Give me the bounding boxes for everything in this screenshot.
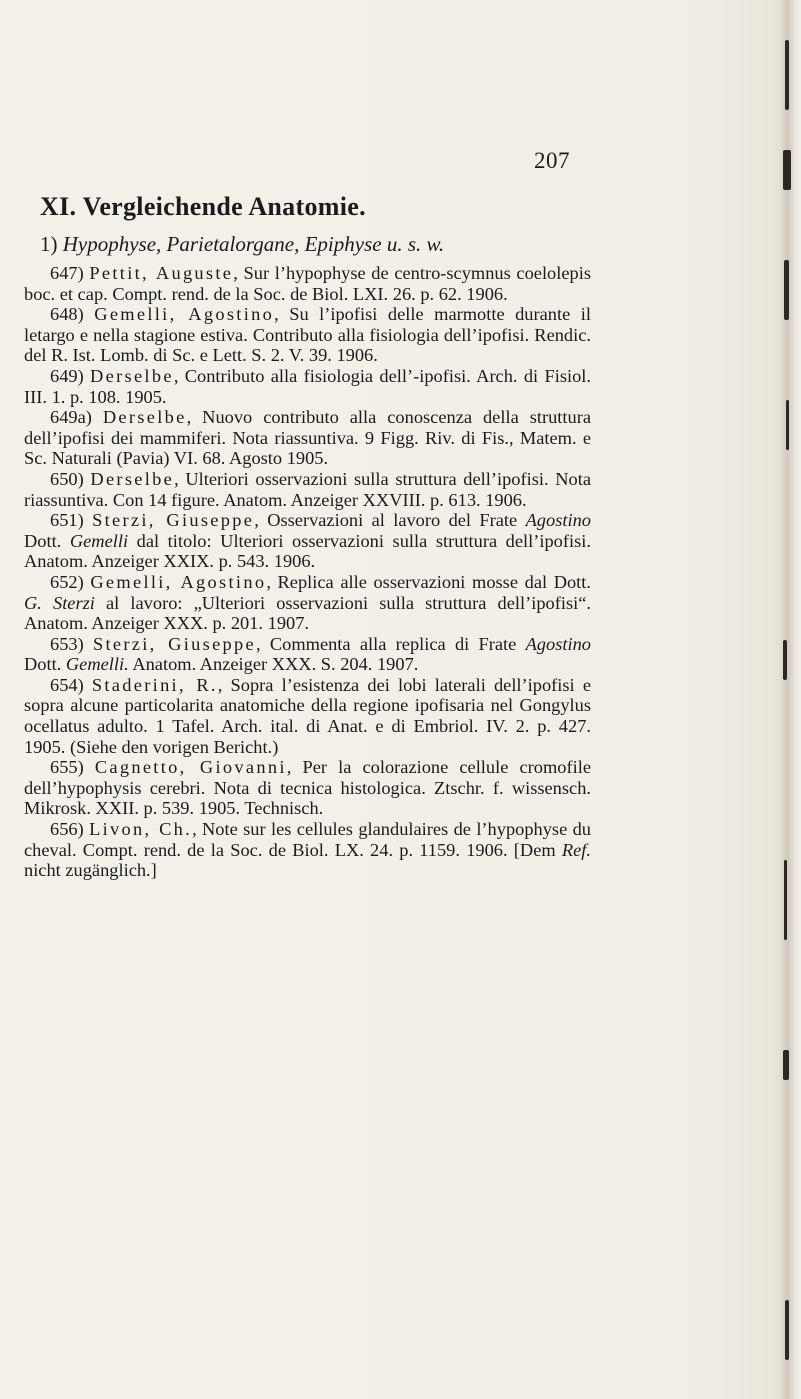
bibliography-entry — [24, 366, 591, 407]
entry-text: Anatom. Anzeiger XXX. S. 204. 1907. — [128, 654, 419, 675]
entry-author: Gemelli, Agostino — [90, 571, 267, 592]
entry-author: Staderini, R. — [91, 674, 218, 695]
entry-text: , Per la colorazione cellule cromofile dell’hypophysis cerebri. Nota di tecnica histologica. Ztschr. f. wissensch. Mikrosk. XXII. p. 539. 1905. Technisch. — [24, 757, 591, 819]
entry-number: 651) — [50, 510, 84, 531]
entry-text: dal titolo: Ulteriori osservazioni sulla struttura dell’ipofisi. Anatom. Anzeiger XXIX. p. 543. 1906. — [24, 530, 591, 572]
entry-number: 647) — [50, 263, 84, 283]
entry-author: Sterzi, Giuseppe — [92, 633, 257, 654]
bibliography-list — [24, 263, 591, 881]
entry-italic: Gemelli — [69, 530, 129, 551]
entry-author: Derselbe — [90, 468, 175, 489]
bibliography-entry — [24, 675, 591, 757]
entry-number: 655) — [50, 757, 84, 778]
section-heading: XI. Vergleichende Anatomie. — [40, 192, 366, 221]
edge-mark — [783, 640, 787, 680]
bibliography-entry — [24, 757, 591, 819]
entry-text: , Contributo alla fisiologia dell’-ipofisi. Arch. di Fisiol. III. 1. p. 108. 1905. — [24, 365, 591, 407]
entry-number: 656) — [50, 819, 84, 840]
entry-author: Pettit, Auguste — [89, 263, 234, 283]
page-number: 207 — [534, 148, 570, 173]
entry-author: Cagnetto, Giovanni — [94, 757, 287, 778]
entry-text: Dott. — [24, 654, 66, 675]
subsection-number: 1) — [40, 232, 58, 256]
entry-text: , Replica alle osservazioni mosse dal Dott. — [266, 571, 591, 592]
edge-mark — [784, 260, 789, 320]
entry-text: , Sur l’hypophyse de centro-scymnus coelolepis boc. et cap. Compt. rend. de la Soc. de Biol. LXI. 26. p. 62. 1906. — [24, 263, 591, 304]
entry-text: , Note sur les cellules glandulaires de l’hypophyse du cheval. Compt. rend. de la Soc. de Biol. LX. 24. p. 1159. 1906. [Dem — [24, 819, 591, 860]
entry-italic: G. Sterzi — [24, 592, 95, 613]
bibliography-entry — [24, 634, 591, 675]
edge-mark — [783, 1050, 789, 1080]
bibliography-entry — [24, 572, 591, 634]
entry-number: 654) — [50, 674, 84, 695]
page-edge — [779, 0, 801, 1399]
entry-number: 652) — [50, 571, 84, 592]
entry-number: 650) — [50, 468, 84, 489]
subsection-title: Hypophyse, Parietalorgane, Epiphyse u. s. w. — [62, 232, 445, 256]
edge-mark — [786, 400, 789, 450]
entry-italic: Agostino — [525, 510, 591, 531]
entry-number: 648) — [50, 304, 84, 325]
entry-number: 653) — [50, 633, 84, 654]
bibliography-entry — [24, 263, 591, 304]
bibliography-entry — [24, 304, 591, 366]
entry-text: , Sopra l’esistenza dei lobi laterali dell’ipofisi e sopra alcune particolarita anatomiche della regione ipofisaria nel Gongylus ocellatus adulto. 1 Tafel. Arch. ital. di Anat. e di Embriol. IV. 2. p. 427. 1905. (Siehe den vorigen Bericht.) — [24, 674, 591, 757]
entry-text: , Ulteriori osservazioni sulla struttura dell’ipofisi. Nota riassuntiva. Con 14 figure. Anatom. Anzeiger XXVIII. p. 613. 1906. — [24, 468, 591, 510]
edge-mark — [785, 40, 789, 110]
entry-italic: Agostino — [525, 633, 591, 654]
bibliography-entry — [24, 510, 591, 572]
entry-text: , Nuovo contributo alla conoscenza della struttura dell’ipofisi dei mammiferi. Nota riassuntiva. 9 Figg. Riv. di Fis., Matem. e Sc. Naturali (Pavia) VI. 68. Agosto 1905. — [24, 407, 591, 469]
entry-number: 649) — [50, 365, 84, 386]
entry-italic: Ref. — [561, 839, 591, 860]
entry-author: Derselbe — [102, 407, 187, 428]
entry-text: al lavoro: „Ulteriori osservazioni sulla struttura dell’ipofisi“. Anatom. Anzeiger XXX. p. 201. 1907. — [24, 592, 591, 634]
entry-text: , Osservazioni al lavoro del Frate — [254, 510, 526, 531]
edge-mark — [785, 1300, 789, 1360]
entry-text: , Su l’ipofisi delle marmotte durante il letargo e nella stagione estiva. Contributo alla fisiologia dell’ipofisi. Rendic. del R. Ist. Lomb. di Sc. e Lett. S. 2. V. 39. 1906. — [24, 304, 591, 366]
entry-author: Derselbe — [90, 365, 174, 386]
entry-text: Dott. — [24, 530, 70, 551]
entry-author: Livon, Ch. — [89, 819, 193, 840]
bibliography-entry — [24, 469, 591, 510]
entry-author: Sterzi, Giuseppe — [92, 510, 255, 531]
entry-text: , Commenta alla replica di Frate — [256, 633, 526, 654]
entry-italic: Gemelli. — [65, 654, 129, 675]
edge-mark — [784, 860, 787, 940]
entry-number: 649a) — [50, 407, 92, 428]
entry-text: nicht zugänglich.] — [24, 860, 157, 881]
entry-author: Gemelli, Agostino — [94, 304, 275, 325]
bibliography-entry — [24, 819, 591, 881]
bibliography-entry — [24, 407, 591, 469]
edge-mark — [783, 150, 791, 190]
subsection-heading — [40, 232, 600, 257]
